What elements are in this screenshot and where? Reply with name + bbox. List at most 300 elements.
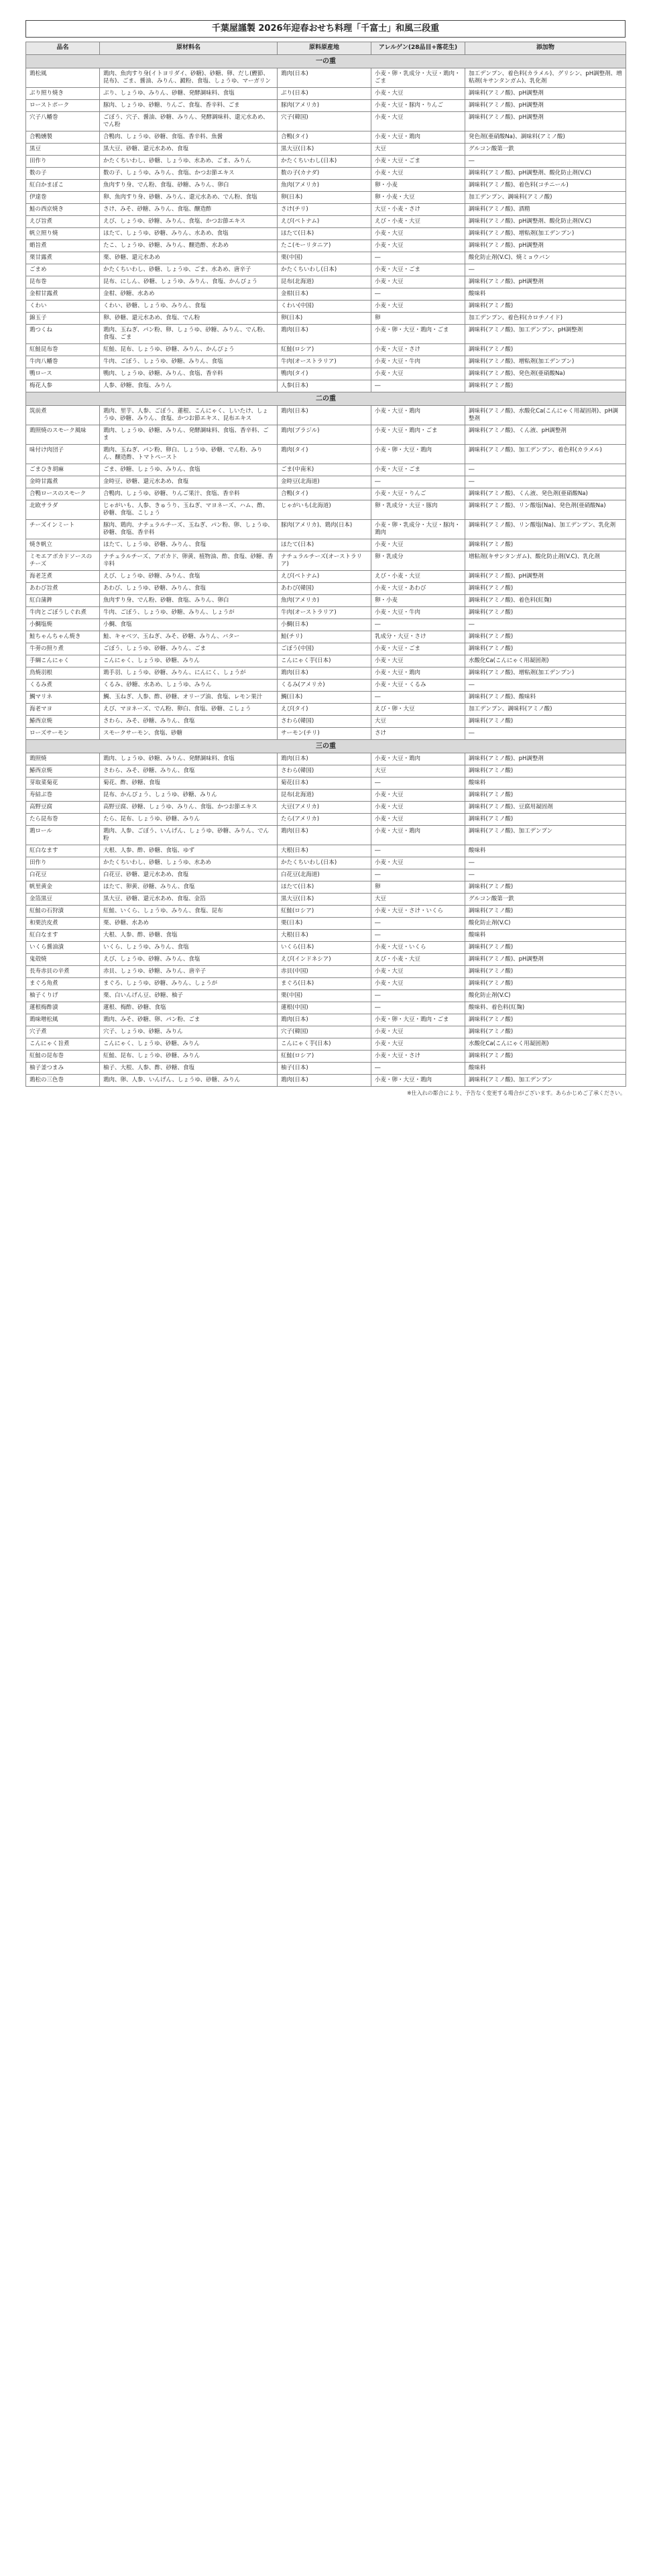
table-row <box>26 1063 626 1075</box>
cell-name: ぶり照り焼き <box>26 88 100 100</box>
cell-ingredients: 鶏肉、しょうゆ、砂糖、みりん、発酵調味料、食塩、香辛料、ごま <box>100 425 278 445</box>
cell-name: 梅花人参 <box>26 380 100 392</box>
table-row <box>26 619 626 631</box>
cell-origin: 小鯛(日本) <box>278 619 371 631</box>
cell-origin: 鶏肉(日本) <box>278 406 371 425</box>
cell-origin: 昆布(北海道) <box>278 790 371 802</box>
cell-origin: 鴨肉(タイ) <box>278 368 371 380</box>
cell-origin: 鶏肉(タイ) <box>278 445 371 464</box>
cell-additives: 酸味料 <box>465 930 626 942</box>
table-row <box>26 476 626 488</box>
cell-ingredients: 白花豆、砂糖、還元水あめ、食塩 <box>100 869 278 881</box>
cell-ingredients: 鶏手羽、しょうゆ、砂糖、みりん、にんにく、しょうが <box>100 667 278 680</box>
cell-name: 栗甘露煮 <box>26 252 100 264</box>
cell-ingredients: 魚肉すり身、でん粉、砂糖、食塩、みりん、卵白 <box>100 595 278 607</box>
cell-name: 紅白なます <box>26 930 100 942</box>
cell-allergens: えび・卵・大豆 <box>371 704 465 716</box>
cell-additives: 調味料(アミノ酸)、加工デンプン <box>465 826 626 845</box>
cell-name: 黒豆 <box>26 144 100 156</box>
cell-ingredients: 鴨肉、しょうゆ、砂糖、みりん、食塩、香辛料 <box>100 368 278 380</box>
table-row <box>26 802 626 814</box>
cell-origin: たこ(モーリタニア) <box>278 240 371 252</box>
table-row <box>26 1014 626 1026</box>
cell-origin: こんにゃく芋(日本) <box>278 1038 371 1051</box>
cell-origin: 黒大豆(日本) <box>278 894 371 906</box>
cell-additives: グルコン酸第一鉄 <box>465 894 626 906</box>
cell-allergens: ― <box>371 918 465 930</box>
cell-ingredients: えび、しょうゆ、砂糖、みりん、食塩 <box>100 954 278 966</box>
cell-name: 鮭の西京焼き <box>26 204 100 216</box>
table-row <box>26 1026 626 1038</box>
table-row <box>26 380 626 392</box>
cell-origin: サーモン(チリ) <box>278 728 371 740</box>
cell-origin: 栗(中国) <box>278 252 371 264</box>
cell-name: 伊達巻 <box>26 192 100 204</box>
cell-name: 鳥焼羽根 <box>26 667 100 680</box>
cell-origin: 栗(日本) <box>278 918 371 930</box>
cell-additives: 調味料(アミノ酸)、リン酸塩(Na)、加工デンプン、乳化剤 <box>465 520 626 539</box>
cell-name: 錦玉子 <box>26 313 100 325</box>
cell-name: ローストポーク <box>26 100 100 112</box>
cell-ingredients: 金柑、砂糖、水あめ <box>100 288 278 301</box>
table-row <box>26 539 626 551</box>
cell-allergens: ― <box>371 845 465 857</box>
cell-allergens: 小麦・大豆・さけ <box>371 344 465 356</box>
table-row <box>26 406 626 425</box>
cell-allergens: 卵 <box>371 881 465 894</box>
cell-name: 紅鮭の昆布巻 <box>26 1051 100 1063</box>
cell-allergens: 小麦・大豆 <box>371 857 465 869</box>
cell-name: 北欧サラダ <box>26 500 100 520</box>
cell-name: ローズサーモン <box>26 728 100 740</box>
cell-allergens: 小麦・大豆 <box>371 814 465 826</box>
table-row <box>26 777 626 790</box>
table-row <box>26 595 626 607</box>
cell-additives: 調味料(アミノ酸) <box>465 380 626 392</box>
cell-name: 鶏松風 <box>26 68 100 88</box>
table-row <box>26 68 626 88</box>
cell-additives: ― <box>465 728 626 740</box>
cell-origin: 蓮根(中国) <box>278 1002 371 1014</box>
cell-origin: 豚肉(アメリカ) <box>278 100 371 112</box>
cell-name: 紅鮭昆布巻 <box>26 344 100 356</box>
cell-name: 高野豆腐 <box>26 802 100 814</box>
cell-additives: 酸化防止剤(V.C)、焼ミョウバン <box>465 252 626 264</box>
header-ingredients: 原材料名 <box>100 42 278 55</box>
cell-allergens: 小麦・大豆・さけ <box>371 1051 465 1063</box>
cell-origin: 大豆(アメリカ) <box>278 802 371 814</box>
cell-name: くるみ煮 <box>26 680 100 692</box>
table-row <box>26 264 626 276</box>
cell-ingredients: 柚子、大根、人参、酢、砂糖、食塩 <box>100 1063 278 1075</box>
table-row <box>26 930 626 942</box>
cell-additives: 調味料(アミノ酸) <box>465 539 626 551</box>
cell-allergens: ― <box>371 380 465 392</box>
cell-additives: 酸化防止剤(V.C) <box>465 918 626 930</box>
cell-origin: ほたて(日本) <box>278 881 371 894</box>
cell-ingredients: 合鴨肉、しょうゆ、砂糖、りんご果汁、食塩、香辛料 <box>100 488 278 500</box>
cell-name: 海老マヨ <box>26 704 100 716</box>
cell-origin: 紅鮭(ロシア) <box>278 1051 371 1063</box>
cell-origin: えび(タイ) <box>278 704 371 716</box>
table-row <box>26 607 626 619</box>
table-row <box>26 88 626 100</box>
cell-origin: 紅鮭(ロシア) <box>278 906 371 918</box>
cell-origin: 数の子(カナダ) <box>278 168 371 180</box>
cell-additives: ― <box>465 619 626 631</box>
cell-allergens: 小麦・大豆 <box>371 276 465 288</box>
table-row <box>26 1051 626 1063</box>
cell-name: 穴子煮 <box>26 1026 100 1038</box>
cell-additives: 調味料(アミノ酸)、pH調整剤、酸化防止剤(V.C) <box>465 216 626 228</box>
cell-allergens: 小麦・大豆 <box>371 539 465 551</box>
cell-additives: 調味料(アミノ酸) <box>465 1014 626 1026</box>
cell-name: 紅白かまぼこ <box>26 180 100 192</box>
cell-ingredients: かたくちいわし、砂糖、しょうゆ、水あめ、ごま、みりん <box>100 156 278 168</box>
cell-ingredients: 鶏肉、みそ、砂糖、卵、パン粉、ごま <box>100 1014 278 1026</box>
cell-origin: 鮭(チリ) <box>278 631 371 643</box>
cell-allergens: 小麦・大豆 <box>371 790 465 802</box>
cell-name: 味付け肉団子 <box>26 445 100 464</box>
cell-allergens: 小麦・大豆・鶏肉 <box>371 753 465 765</box>
cell-origin: 黒大豆(日本) <box>278 144 371 156</box>
cell-ingredients: 人参、砂糖、食塩、みりん <box>100 380 278 392</box>
cell-additives: 調味料(アミノ酸)、増粘剤(加工デンプン) <box>465 667 626 680</box>
cell-additives: 調味料(アミノ酸)、pH調整剤、酸化防止剤(V.C) <box>465 168 626 180</box>
cell-origin: えび(ベトナム) <box>278 571 371 583</box>
cell-name: 牛肉とごぼうしぐれ煮 <box>26 607 100 619</box>
cell-ingredients: 鶏肉、玉ねぎ、パン粉、卵、しょうゆ、砂糖、みりん、でん粉、食塩、ごま <box>100 325 278 344</box>
cell-origin: 鶏肉(日本) <box>278 667 371 680</box>
cell-additives: 調味料(アミノ酸) <box>465 765 626 777</box>
cell-ingredients: 鯛、玉ねぎ、人参、酢、砂糖、オリーブ油、食塩、レモン果汁 <box>100 692 278 704</box>
table-row <box>26 728 626 740</box>
cell-ingredients: 蓮根、梅酢、砂糖、食塩 <box>100 1002 278 1014</box>
cell-allergens: 小麦・大豆・牛肉 <box>371 607 465 619</box>
cell-origin: 金柑(日本) <box>278 288 371 301</box>
cell-ingredients: 大根、人参、酢、砂糖、食塩、ゆず <box>100 845 278 857</box>
cell-origin: 紅鮭(ロシア) <box>278 344 371 356</box>
cell-additives: 調味料(アミノ酸) <box>465 1026 626 1038</box>
cell-origin: ごま(中南米) <box>278 464 371 476</box>
cell-name: まぐろ角煮 <box>26 978 100 990</box>
cell-allergens: 卵・小麦 <box>371 180 465 192</box>
cell-ingredients: ごぼう、しょうゆ、砂糖、みりん、ごま <box>100 643 278 655</box>
cell-ingredients: あわび、しょうゆ、砂糖、みりん、食塩 <box>100 583 278 595</box>
table-row <box>26 631 626 643</box>
cell-ingredients: 菊花、酢、砂糖、食塩 <box>100 777 278 790</box>
cell-name: 紅白蒲鉾 <box>26 595 100 607</box>
cell-allergens: 小麦・卵・大豆・鶏肉 <box>371 1075 465 1087</box>
cell-allergens: 卵 <box>371 313 465 325</box>
table-row <box>26 551 626 571</box>
cell-ingredients: 大根、人参、酢、砂糖、食塩 <box>100 930 278 942</box>
cell-ingredients: 鶏肉、しょうゆ、砂糖、みりん、発酵調味料、食塩 <box>100 753 278 765</box>
cell-origin: 鶏肉(ブラジル) <box>278 425 371 445</box>
cell-origin: 赤貝(中国) <box>278 966 371 978</box>
cell-allergens: 小麦・卵・乳成分・大豆・豚肉・鶏肉 <box>371 520 465 539</box>
cell-ingredients: たこ、しょうゆ、砂糖、みりん、醸造酢、水あめ <box>100 240 278 252</box>
cell-ingredients: 数の子、しょうゆ、みりん、食塩、かつお節エキス <box>100 168 278 180</box>
cell-origin: えび(インドネシア) <box>278 954 371 966</box>
cell-origin: 鶏肉(日本) <box>278 68 371 88</box>
cell-additives: 酸味料、着色料(紅麹) <box>465 1002 626 1014</box>
cell-name: 鶏照焼のスモーク風味 <box>26 425 100 445</box>
cell-allergens: 小麦・大豆・鶏肉 <box>371 667 465 680</box>
cell-additives: 調味料(アミノ酸)、着色料(コチニール) <box>465 180 626 192</box>
cell-origin: 穴子(韓国) <box>278 1026 371 1038</box>
cell-origin: 卵(日本) <box>278 192 371 204</box>
cell-additives: 調味料(アミノ酸)、pH調整剤 <box>465 571 626 583</box>
cell-additives: 調味料(アミノ酸)、リン酸塩(Na)、発色剤(亜硝酸Na) <box>465 500 626 520</box>
cell-additives: 酸味料 <box>465 845 626 857</box>
cell-ingredients: ぶり、しょうゆ、みりん、砂糖、発酵調味料、食塩 <box>100 88 278 100</box>
cell-origin: 鯛(日本) <box>278 692 371 704</box>
table-row <box>26 1002 626 1014</box>
cell-name: えび旨煮 <box>26 216 100 228</box>
cell-name: 穴子八幡巻 <box>26 112 100 131</box>
cell-origin: 鶏肉(日本) <box>278 1014 371 1026</box>
cell-additives: 調味料(アミノ酸)、くん液、発色剤(亜硝酸Na) <box>465 488 626 500</box>
cell-allergens: 小麦・大豆・牛肉 <box>371 356 465 368</box>
cell-ingredients: 合鴨肉、しょうゆ、砂糖、食塩、香辛料、魚醤 <box>100 131 278 144</box>
cell-additives: 水酸化Ca(こんにゃく用凝固剤) <box>465 1038 626 1051</box>
ingredients-table <box>25 42 626 1087</box>
section-header <box>26 55 626 68</box>
cell-origin: 鶏肉(日本) <box>278 1075 371 1087</box>
cell-additives: 酸化防止剤(V.C) <box>465 990 626 1002</box>
cell-additives: 酸味料 <box>465 1063 626 1075</box>
table-row <box>26 704 626 716</box>
table-row <box>26 990 626 1002</box>
cell-name: 数の子 <box>26 168 100 180</box>
cell-additives: 増粘剤(キサンタンガム)、酸化防止剤(V.C)、乳化剤 <box>465 551 626 571</box>
cell-additives: ― <box>465 156 626 168</box>
cell-ingredients: えび、しょうゆ、砂糖、みりん、食塩、かつお節エキス <box>100 216 278 228</box>
cell-name: 金箔黒豆 <box>26 894 100 906</box>
cell-name: 鶏つくね <box>26 325 100 344</box>
table-row <box>26 680 626 692</box>
section-label: 二の重 <box>26 392 626 406</box>
cell-ingredients: 魚肉すり身、でん粉、食塩、砂糖、みりん、卵白 <box>100 180 278 192</box>
cell-allergens: 小麦・大豆 <box>371 802 465 814</box>
cell-allergens: 小麦・大豆 <box>371 368 465 380</box>
cell-origin: 牛肉(オーストラリア) <box>278 356 371 368</box>
cell-ingredients: ほたて、卵黄、砂糖、みりん、食塩 <box>100 881 278 894</box>
cell-ingredients: さわら、みそ、砂糖、みりん、食塩 <box>100 765 278 777</box>
cell-additives: 調味料(アミノ酸)、豆腐用凝固剤 <box>465 802 626 814</box>
cell-origin: 鶏肉(日本) <box>278 325 371 344</box>
cell-name: 蛸旨煮 <box>26 240 100 252</box>
cell-additives: 調味料(アミノ酸) <box>465 881 626 894</box>
table-row <box>26 845 626 857</box>
cell-allergens: 大豆 <box>371 716 465 728</box>
section-label: 一の重 <box>26 55 626 68</box>
cell-allergens: 小麦・大豆・鶏肉 <box>371 826 465 845</box>
cell-origin: 大根(日本) <box>278 930 371 942</box>
table-row <box>26 425 626 445</box>
table-row <box>26 368 626 380</box>
cell-origin: くるみ(アメリカ) <box>278 680 371 692</box>
cell-origin: ナチュラルチーズ(オーストラリア) <box>278 551 371 571</box>
cell-ingredients: 牛肉、ごぼう、しょうゆ、砂糖、みりん、しょうが <box>100 607 278 619</box>
cell-name: こんにゃく旨煮 <box>26 1038 100 1051</box>
cell-allergens: ― <box>371 288 465 301</box>
cell-allergens: 小麦・大豆 <box>371 112 465 131</box>
page-title: 千葉屋謹製 2026年迎春おせち料理「千富士」和風三段重 <box>25 20 626 38</box>
cell-allergens: 卵・小麦・大豆 <box>371 192 465 204</box>
cell-allergens: 小麦・大豆・ごま <box>371 156 465 168</box>
cell-allergens: 小麦・大豆・ごま <box>371 264 465 276</box>
cell-additives: 調味料(アミノ酸)、発色剤(亜硝酸Na) <box>465 368 626 380</box>
header-origin: 原料原産地 <box>278 42 371 55</box>
cell-ingredients: こんにゃく、しょうゆ、砂糖、みりん <box>100 1038 278 1051</box>
table-row <box>26 252 626 264</box>
cell-name: 長寿赤貝の辛煮 <box>26 966 100 978</box>
cell-name: 鶏松の三色巻 <box>26 1075 100 1087</box>
cell-name: 寿結ぶ巻 <box>26 790 100 802</box>
cell-name: いくら醤油漬 <box>26 942 100 954</box>
table-row <box>26 753 626 765</box>
table-row <box>26 692 626 704</box>
cell-additives: 調味料(アミノ酸)、くん液、pH調整剤 <box>465 425 626 445</box>
cell-origin: 鶏肉(日本) <box>278 753 371 765</box>
cell-additives: 調味料(アミノ酸) <box>465 631 626 643</box>
footnote: ※仕入れの都合により、予告なく変更する場合がございます。あらかじめご了承ください。 <box>406 1090 626 1096</box>
table-row <box>26 906 626 918</box>
cell-allergens: 小麦・大豆・あわび <box>371 583 465 595</box>
cell-ingredients: 黒大豆、砂糖、還元水あめ、食塩、金箔 <box>100 894 278 906</box>
table-row <box>26 571 626 583</box>
cell-origin: 栗(中国) <box>278 990 371 1002</box>
cell-ingredients: ナチュラルチーズ、アボカド、卵黄、植物油、酢、食塩、砂糖、香辛料 <box>100 551 278 571</box>
cell-name: 鰆西京焼 <box>26 716 100 728</box>
cell-ingredients: 卵、魚肉すり身、砂糖、みりん、還元水あめ、でん粉、食塩 <box>100 192 278 204</box>
cell-name: 和栗渋皮煮 <box>26 918 100 930</box>
cell-ingredients: ごま、砂糖、しょうゆ、みりん、食塩 <box>100 464 278 476</box>
cell-ingredients: 豚肉、しょうゆ、砂糖、りんご、食塩、香辛料、ごま <box>100 100 278 112</box>
cell-allergens: 小麦・大豆 <box>371 1038 465 1051</box>
table-header <box>26 42 626 55</box>
cell-origin: たら(アメリカ) <box>278 814 371 826</box>
cell-ingredients: えび、しょうゆ、砂糖、みりん、食塩 <box>100 571 278 583</box>
cell-allergens: 大豆 <box>371 765 465 777</box>
cell-ingredients: えび、マヨネーズ、でん粉、卵白、食塩、砂糖、こしょう <box>100 704 278 716</box>
cell-origin: くわい(中国) <box>278 301 371 313</box>
cell-name: 白花豆 <box>26 869 100 881</box>
cell-origin: 菊花(日本) <box>278 777 371 790</box>
cell-ingredients: 紅鮭、昆布、しょうゆ、砂糖、みりん <box>100 1051 278 1063</box>
cell-allergens: ― <box>371 869 465 881</box>
cell-ingredients: 黒大豆、砂糖、還元水あめ、食塩 <box>100 144 278 156</box>
cell-name: ミモエアボカドソースのチーズ <box>26 551 100 571</box>
table-row <box>26 325 626 344</box>
cell-allergens: ― <box>371 1002 465 1014</box>
cell-allergens: 小麦・大豆・豚肉・りんご <box>371 100 465 112</box>
cell-allergens: 小麦・大豆・りんご <box>371 488 465 500</box>
cell-name: 鯛マリネ <box>26 692 100 704</box>
cell-ingredients: くるみ、砂糖、水あめ、しょうゆ、みりん <box>100 680 278 692</box>
table-row <box>26 1075 626 1087</box>
cell-ingredients: 昆布、かんぴょう、しょうゆ、砂糖、みりん <box>100 790 278 802</box>
cell-name: 小鯛塩焼 <box>26 619 100 631</box>
cell-name: 合鴨ロースのスモーク <box>26 488 100 500</box>
cell-additives: ― <box>465 464 626 476</box>
cell-origin: 柚子(日本) <box>278 1063 371 1075</box>
cell-allergens: 小麦・大豆・くるみ <box>371 680 465 692</box>
cell-origin: さわら(韓国) <box>278 765 371 777</box>
table-row <box>26 156 626 168</box>
table-row <box>26 765 626 777</box>
table-row <box>26 826 626 845</box>
cell-name: くわい <box>26 301 100 313</box>
cell-origin: ほたて(日本) <box>278 539 371 551</box>
table-row <box>26 643 626 655</box>
table-row <box>26 228 626 240</box>
cell-name: 蓮根梅酢漬 <box>26 1002 100 1014</box>
table-row <box>26 131 626 144</box>
table-row <box>26 240 626 252</box>
table-row <box>26 918 626 930</box>
cell-allergens: 小麦・卵・大豆・鶏肉・ごま <box>371 1014 465 1026</box>
cell-additives: 調味料(アミノ酸)、増粘剤(加工デンプン) <box>465 228 626 240</box>
cell-additives: 調味料(アミノ酸) <box>465 942 626 954</box>
cell-additives: グルコン酸第一鉄 <box>465 144 626 156</box>
cell-additives: 調味料(アミノ酸) <box>465 906 626 918</box>
cell-ingredients: さわら、みそ、砂糖、みりん、食塩 <box>100 716 278 728</box>
cell-allergens: ― <box>371 619 465 631</box>
cell-name: 鶏照焼 <box>26 753 100 765</box>
table-row <box>26 180 626 192</box>
cell-allergens: えび・小麦・大豆 <box>371 216 465 228</box>
cell-additives: 水酸化Ca(こんにゃく用凝固剤) <box>465 655 626 667</box>
header-allergens: アレルゲン(28品目+落花生) <box>371 42 465 55</box>
cell-origin: 魚肉(アメリカ) <box>278 595 371 607</box>
cell-ingredients: 卵、砂糖、還元水あめ、食塩、でん粉 <box>100 313 278 325</box>
cell-additives: ― <box>465 476 626 488</box>
cell-name: 鰆西京焼 <box>26 765 100 777</box>
table-row <box>26 464 626 476</box>
cell-origin: えび(ベトナム) <box>278 216 371 228</box>
cell-allergens: 小麦・大豆 <box>371 1026 465 1038</box>
table-row <box>26 488 626 500</box>
cell-additives: 加工デンプン、調味料(アミノ酸) <box>465 704 626 716</box>
cell-name: 筑前煮 <box>26 406 100 425</box>
cell-ingredients: じゃがいも、人参、きゅうり、玉ねぎ、マヨネーズ、ハム、酢、砂糖、食塩、こしょう <box>100 500 278 520</box>
cell-allergens: 小麦・大豆 <box>371 655 465 667</box>
cell-allergens: 小麦・大豆 <box>371 88 465 100</box>
cell-allergens: 小麦・大豆 <box>371 301 465 313</box>
cell-ingredients: スモークサーモン、食塩、砂糖 <box>100 728 278 740</box>
cell-ingredients: 穴子、しょうゆ、砂糖、みりん <box>100 1026 278 1038</box>
cell-ingredients: かたくちいわし、砂糖、しょうゆ、ごま、水あめ、唐辛子 <box>100 264 278 276</box>
cell-ingredients: 栗、白いんげん豆、砂糖、柚子 <box>100 990 278 1002</box>
table-row <box>26 583 626 595</box>
cell-additives: 調味料(アミノ酸)、増粘剤(加工デンプン) <box>465 356 626 368</box>
cell-additives: 調味料(アミノ酸) <box>465 583 626 595</box>
cell-allergens: 小麦・大豆・ごま <box>371 643 465 655</box>
cell-allergens: ― <box>371 990 465 1002</box>
table-row <box>26 192 626 204</box>
table-row <box>26 313 626 325</box>
table-row <box>26 344 626 356</box>
cell-name: 帆立照り焼 <box>26 228 100 240</box>
cell-allergens: さけ <box>371 728 465 740</box>
cell-ingredients: 紅鮭、いくら、しょうゆ、みりん、食塩、昆布 <box>100 906 278 918</box>
cell-allergens: えび・小麦・大豆 <box>371 954 465 966</box>
table-row <box>26 520 626 539</box>
cell-additives: 発色剤(亜硝酸Na)、調味料(アミノ酸) <box>465 131 626 144</box>
